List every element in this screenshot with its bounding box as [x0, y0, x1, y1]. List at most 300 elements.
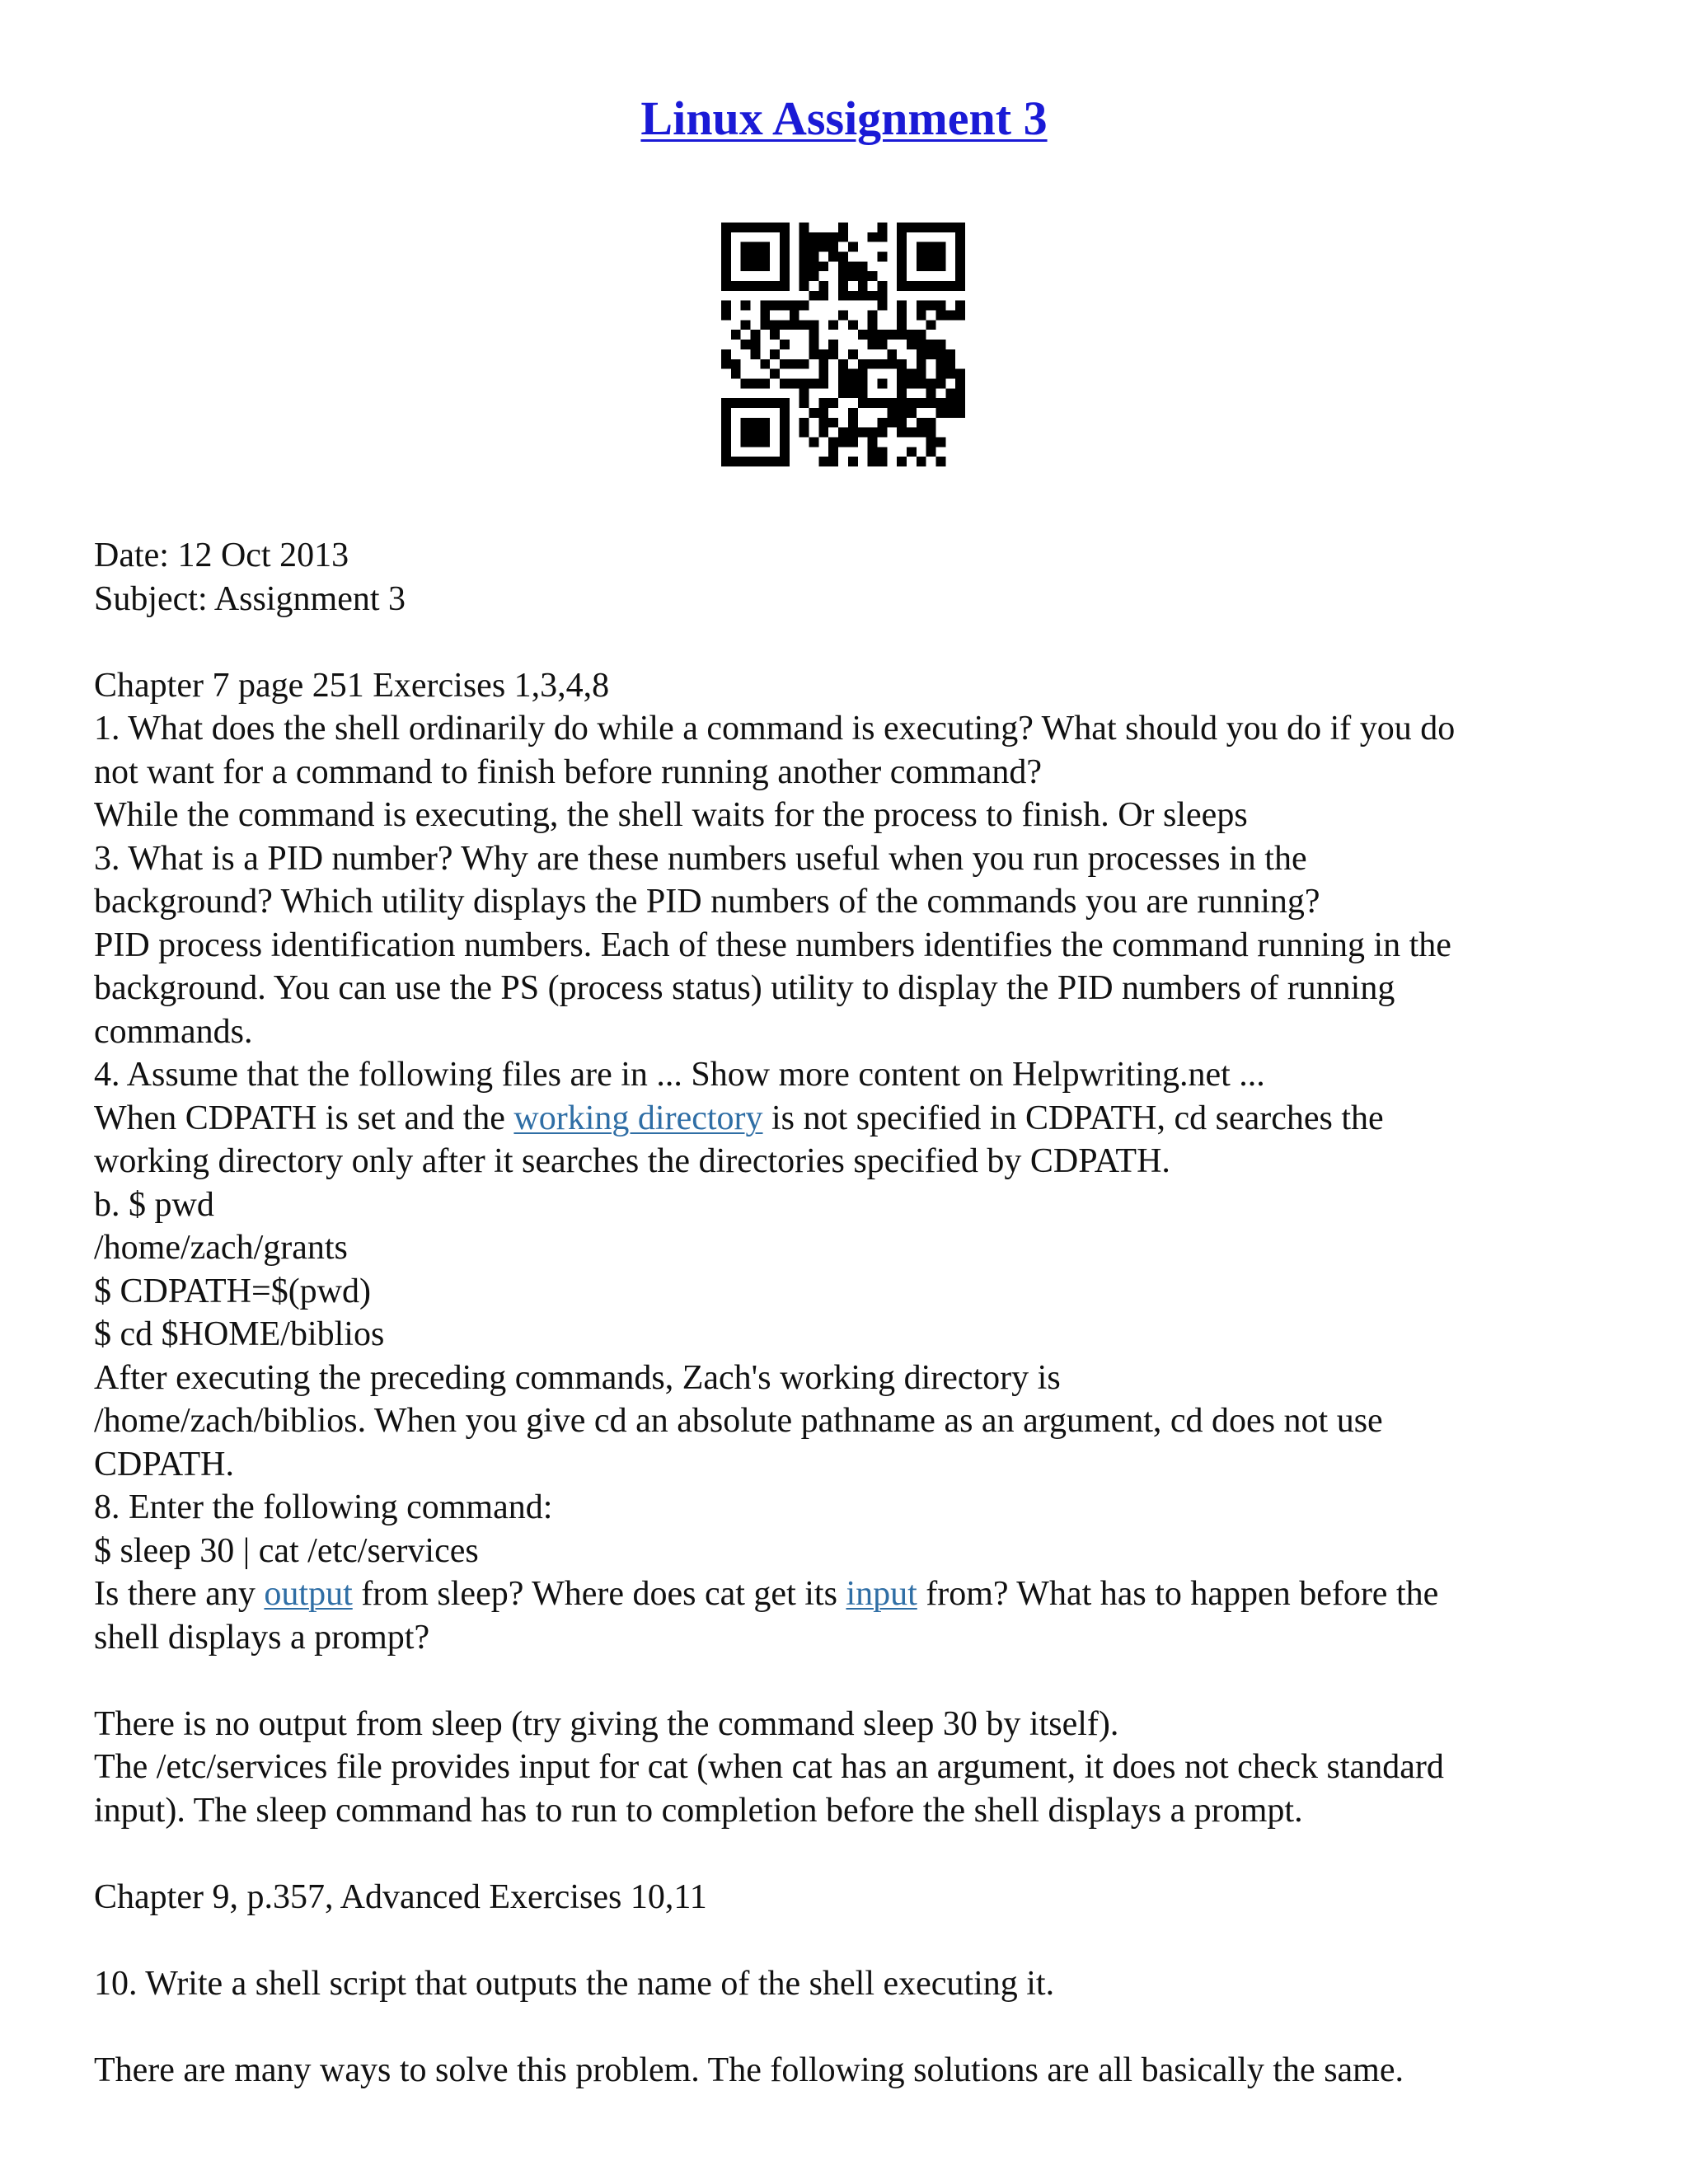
qr-module — [848, 291, 858, 301]
qr-module — [907, 428, 917, 438]
qr-module — [799, 261, 809, 271]
qr-module — [751, 261, 761, 271]
qr-module — [868, 457, 878, 466]
qr-module — [917, 457, 926, 466]
qr-module — [799, 223, 809, 232]
qr-module — [955, 398, 965, 408]
qr-module — [721, 359, 731, 369]
qr-module — [751, 437, 761, 447]
qr-module — [935, 261, 945, 271]
qr-module — [945, 349, 955, 359]
qr-module — [828, 437, 838, 447]
qr-module — [955, 261, 965, 271]
qr-module — [780, 398, 790, 408]
qr-module — [809, 271, 819, 281]
qr-module — [907, 330, 917, 340]
qr-module — [897, 252, 907, 262]
qr-module — [760, 398, 770, 408]
qr-module — [721, 232, 731, 242]
qr-module — [955, 311, 965, 321]
qr-module — [838, 223, 848, 232]
qr-module — [751, 242, 761, 252]
answer-4-line-1 — [94, 1097, 1561, 1141]
spacer — [94, 621, 1561, 664]
qr-module — [917, 330, 926, 340]
qr-module — [877, 340, 887, 349]
qr-module — [926, 320, 936, 330]
qr-module — [780, 378, 790, 388]
qr-module — [926, 418, 936, 428]
qr-module — [897, 330, 907, 340]
qr-module — [780, 457, 790, 466]
question-8-line-3 — [94, 1572, 1561, 1616]
qr-module — [935, 311, 945, 321]
qr-module — [848, 378, 858, 388]
qr-module — [760, 457, 770, 466]
question-4-line-1: 4. Assume that the following files are in ... Show more content on Helpwriting.net ... — [94, 1056, 1265, 1094]
qr-module — [721, 252, 731, 262]
title-heading — [0, 86, 1688, 152]
qr-module — [751, 223, 761, 232]
answer-8-line-2: The /etc/services file provides input for cat (when cat has an argument, it does not check standard — [94, 1748, 1444, 1786]
qr-module — [838, 291, 848, 301]
qr-module — [926, 398, 936, 408]
qr-module — [780, 418, 790, 428]
qr-module — [858, 398, 868, 408]
qr-module — [809, 252, 819, 262]
qr-module — [917, 223, 926, 232]
qr-module — [828, 252, 838, 262]
qr-module — [790, 301, 799, 311]
question-1-line-1: 1. What does the shell ordinarily do while a command is executing? What should you do if you do — [94, 710, 1456, 748]
qr-module — [868, 291, 878, 301]
qr-module — [809, 320, 819, 330]
qr-module — [877, 457, 887, 466]
qr-module — [721, 311, 731, 321]
question-8-text-b: from sleep? Where does cat get its — [352, 1575, 846, 1613]
qr-module — [731, 369, 741, 379]
qr-module — [926, 340, 936, 349]
qr-module — [818, 428, 828, 438]
qr-module — [917, 281, 926, 291]
qr-module — [955, 378, 965, 388]
qr-module — [935, 378, 945, 388]
qr-module — [760, 378, 770, 388]
qr-module — [799, 271, 809, 281]
qr-module — [897, 359, 907, 369]
qr-module — [780, 447, 790, 457]
qr-module — [799, 242, 809, 252]
qr-module — [780, 340, 790, 349]
qr-module — [721, 223, 731, 232]
qr-module — [917, 311, 926, 321]
qr-module — [721, 457, 731, 466]
qr-module — [818, 369, 828, 379]
qr-module — [760, 301, 770, 311]
qr-module — [858, 281, 868, 291]
qr-module — [760, 437, 770, 447]
qr-module — [721, 349, 731, 359]
qr-module — [790, 359, 799, 369]
qr-module — [897, 242, 907, 252]
qr-module — [955, 301, 965, 311]
qr-module — [897, 457, 907, 466]
qr-module — [799, 320, 809, 330]
qr-module — [917, 349, 926, 359]
qr-module — [897, 320, 907, 330]
qr-module — [818, 242, 828, 252]
qr-module — [868, 330, 878, 340]
qr-module — [799, 398, 809, 408]
qr-module — [887, 330, 897, 340]
qr-module — [760, 223, 770, 232]
qr-module — [848, 408, 858, 418]
qr-module — [770, 349, 780, 359]
part-b-line-3: $ CDPATH=$(pwd) — [94, 1272, 371, 1310]
qr-module — [818, 408, 828, 418]
qr-module — [917, 428, 926, 438]
qr-module — [926, 388, 936, 398]
qr-module — [770, 457, 780, 466]
qr-module — [897, 301, 907, 311]
qr-module — [917, 378, 926, 388]
qr-module — [760, 261, 770, 271]
qr-module — [907, 398, 917, 408]
qr-module — [897, 378, 907, 388]
qr-module — [868, 271, 878, 281]
qr-module — [877, 378, 887, 388]
qr-module — [809, 232, 819, 242]
qr-module — [945, 223, 955, 232]
part-b-line-6: /home/zach/biblios. When you give cd an absolute pathname as an argument, cd does not use — [94, 1402, 1383, 1440]
document-body — [94, 534, 1561, 2092]
qr-module — [721, 398, 731, 408]
qr-module — [926, 252, 936, 262]
qr-module — [741, 320, 751, 330]
qr-module — [818, 418, 828, 428]
qr-module — [917, 252, 926, 262]
qr-module — [741, 223, 751, 232]
qr-module — [945, 311, 955, 321]
date-line: Date: 12 Oct 2013 — [94, 537, 349, 574]
qr-module — [741, 281, 751, 291]
subject-line: Subject: Assignment 3 — [94, 579, 406, 618]
qr-module — [838, 369, 848, 379]
qr-module — [858, 378, 868, 388]
qr-module — [760, 281, 770, 291]
qr-module — [858, 369, 868, 379]
qr-module — [721, 242, 731, 252]
qr-module — [799, 388, 809, 398]
qr-module — [809, 242, 819, 252]
qr-module — [868, 320, 878, 330]
qr-module — [917, 261, 926, 271]
qr-module — [780, 271, 790, 281]
question-10-line-1: 10. Write a shell script that outputs the name of the shell executing it. — [94, 1964, 1055, 2003]
spacer — [94, 2005, 1561, 2049]
qr-module — [917, 359, 926, 369]
question-8-text-c: from? What has to happen before the — [917, 1575, 1439, 1613]
qr-module — [877, 291, 887, 301]
input-link[interactable]: input — [846, 1575, 917, 1613]
qr-module — [741, 261, 751, 271]
qr-module — [751, 340, 761, 349]
qr-module — [917, 340, 926, 349]
qr-module — [926, 428, 936, 438]
qr-module — [731, 359, 741, 369]
qr-module — [926, 261, 936, 271]
qr-module — [731, 281, 741, 291]
qr-module — [935, 252, 945, 262]
qr-module — [770, 281, 780, 291]
qr-module — [955, 271, 965, 281]
qr-module — [790, 378, 799, 388]
qr-module — [955, 369, 965, 379]
qr-module — [809, 261, 819, 271]
question-8-line-4: shell displays a prompt? — [94, 1618, 430, 1657]
answer-4-text-post: is not specified in CDPATH, cd searches the — [762, 1099, 1384, 1137]
output-link[interactable]: output — [264, 1575, 353, 1613]
qr-module — [760, 418, 770, 428]
qr-module — [858, 388, 868, 398]
qr-module — [828, 418, 838, 428]
part-b-line-2: /home/zach/grants — [94, 1229, 348, 1267]
qr-module — [877, 223, 887, 232]
qr-module — [751, 281, 761, 291]
qr-module — [799, 418, 809, 428]
qr-module — [809, 408, 819, 418]
qr-module — [838, 359, 848, 369]
spacer — [94, 1832, 1561, 1876]
qr-module — [828, 320, 838, 330]
qr-module — [799, 281, 809, 291]
qr-module — [917, 398, 926, 408]
qr-module — [818, 232, 828, 242]
qr-module — [897, 232, 907, 242]
answer-4-line-2: working directory only after it searches the directories specified by CDPATH. — [94, 1142, 1170, 1180]
qr-module — [751, 330, 761, 340]
qr-module — [897, 311, 907, 321]
qr-module — [945, 359, 955, 369]
qr-module — [897, 388, 907, 398]
qr-module — [780, 301, 790, 311]
qr-module — [721, 408, 731, 418]
qr-module — [818, 261, 828, 271]
qr-module — [760, 311, 770, 321]
qr-module — [877, 301, 887, 311]
answer-3-line-1: PID process identification numbers. Each of these numbers identifies the command running in the — [94, 926, 1451, 964]
qr-module — [780, 252, 790, 262]
qr-module — [917, 301, 926, 311]
qr-module — [858, 271, 868, 281]
qr-module — [741, 437, 751, 447]
qr-module — [935, 242, 945, 252]
answer-8-line-3: input). The sleep command has to run to completion before the shell displays a prompt. — [94, 1791, 1303, 1830]
qr-module — [721, 301, 731, 311]
qr-module — [897, 408, 907, 418]
qr-module — [917, 418, 926, 428]
qr-module — [760, 242, 770, 252]
qr-module — [877, 428, 887, 438]
answer-8-line-1: There is no output from sleep (try giving the command sleep 30 by itself). — [94, 1704, 1119, 1743]
qr-module — [877, 418, 887, 428]
qr-module — [897, 398, 907, 408]
qr-module — [858, 428, 868, 438]
part-b-line-7: CDPATH. — [94, 1445, 235, 1483]
qr-module — [877, 447, 887, 457]
answer-4-text-pre: When CDPATH is set and the — [94, 1099, 514, 1137]
qr-module — [741, 378, 751, 388]
qr-module — [780, 320, 790, 330]
qr-module — [818, 378, 828, 388]
spacer — [94, 1659, 1561, 1703]
qr-module — [741, 301, 751, 311]
qr-module — [818, 457, 828, 466]
working-directory-link[interactable]: working directory — [513, 1099, 763, 1137]
qr-module — [780, 242, 790, 252]
qr-module — [935, 369, 945, 379]
qr-module — [780, 281, 790, 291]
qr-module — [887, 418, 897, 428]
answer-3-line-3: commands. — [94, 1012, 253, 1051]
qr-module — [741, 418, 751, 428]
qr-module — [741, 340, 751, 349]
qr-module — [955, 408, 965, 418]
qr-module — [858, 330, 868, 340]
spacer — [94, 1919, 1561, 1962]
qr-module — [721, 281, 731, 291]
qr-module — [721, 261, 731, 271]
qr-module — [731, 330, 741, 340]
qr-module — [945, 388, 955, 398]
qr-module — [897, 418, 907, 428]
qr-module — [848, 271, 858, 281]
qr-module — [868, 437, 878, 447]
qr-module — [897, 223, 907, 232]
qr-module — [751, 398, 761, 408]
qr-module — [751, 349, 761, 359]
qr-module — [955, 281, 965, 291]
qr-module — [731, 223, 741, 232]
qr-module — [955, 388, 965, 398]
qr-module — [868, 447, 878, 457]
qr-module — [741, 428, 751, 438]
qr-module — [858, 261, 868, 271]
part-b-line-5: After executing the preceding commands, Zach's working directory is — [94, 1358, 1061, 1397]
qr-code-graphic — [721, 223, 965, 466]
qr-module — [945, 281, 955, 291]
qr-module — [799, 301, 809, 311]
qr-module — [897, 281, 907, 291]
part-b-line-4: $ cd $HOME/biblios — [94, 1315, 385, 1353]
qr-module — [838, 378, 848, 388]
qr-module — [907, 340, 917, 349]
qr-module — [818, 359, 828, 369]
qr-module — [935, 437, 945, 447]
qr-module — [926, 349, 936, 359]
question-8-line-1: 8. Enter the following command: — [94, 1488, 553, 1526]
qr-module — [897, 369, 907, 379]
qr-module — [887, 349, 897, 359]
qr-module — [848, 437, 858, 447]
qr-module — [751, 428, 761, 438]
qr-module — [780, 428, 790, 438]
qr-module — [877, 281, 887, 291]
qr-module — [770, 330, 780, 340]
qr-module — [818, 349, 828, 359]
qr-module — [770, 320, 780, 330]
qr-module — [907, 281, 917, 291]
qr-module — [760, 320, 770, 330]
qr-module — [935, 349, 945, 359]
qr-module — [760, 359, 770, 369]
qr-module — [828, 232, 838, 242]
qr-module — [838, 232, 848, 242]
qr-module — [790, 311, 799, 321]
title-link[interactable]: Linux Assignment 3 — [640, 91, 1048, 145]
question-1-line-2: not want for a command to finish before running another command? — [94, 752, 1042, 791]
question-8-text-a: Is there any — [94, 1575, 265, 1613]
question-3-line-2: background? Which utility displays the PID numbers of the commands you are running? — [94, 883, 1320, 921]
qr-module — [848, 428, 858, 438]
qr-module — [926, 447, 936, 457]
qr-module — [818, 291, 828, 301]
qr-module — [955, 252, 965, 262]
qr-module — [877, 359, 887, 369]
answer-1-line-1: While the command is executing, the shell waits for the process to finish. Or sleeps — [94, 796, 1248, 834]
qr-module — [917, 369, 926, 379]
qr-module — [828, 457, 838, 466]
qr-module — [760, 252, 770, 262]
qr-module — [780, 261, 790, 271]
qr-module — [721, 418, 731, 428]
qr-module — [721, 428, 731, 438]
qr-module — [935, 457, 945, 466]
qr-module — [935, 398, 945, 408]
qr-module — [780, 408, 790, 418]
qr-code-icon — [721, 223, 965, 466]
qr-module — [799, 428, 809, 438]
qr-module — [770, 223, 780, 232]
qr-module — [877, 252, 887, 262]
qr-module — [945, 408, 955, 418]
qr-module — [790, 320, 799, 330]
qr-module — [955, 223, 965, 232]
qr-module — [868, 340, 878, 349]
chapter-7-heading: Chapter 7 page 251 Exercises 1,3,4,8 — [94, 666, 610, 705]
qr-module — [838, 311, 848, 321]
part-b-line-1: b. $ pwd — [94, 1185, 214, 1224]
qr-module — [751, 457, 761, 466]
qr-module — [731, 457, 741, 466]
qr-module — [897, 261, 907, 271]
qr-module — [877, 232, 887, 242]
qr-module — [935, 301, 945, 311]
qr-module — [770, 398, 780, 408]
qr-module — [799, 252, 809, 262]
qr-module — [907, 447, 917, 457]
qr-module — [907, 378, 917, 388]
qr-module — [877, 330, 887, 340]
qr-module — [907, 408, 917, 418]
qr-module — [935, 281, 945, 291]
qr-module — [721, 447, 731, 457]
qr-module — [809, 378, 819, 388]
qr-module — [770, 369, 780, 379]
qr-module — [818, 398, 828, 408]
qr-module — [828, 340, 838, 349]
qr-module — [838, 428, 848, 438]
